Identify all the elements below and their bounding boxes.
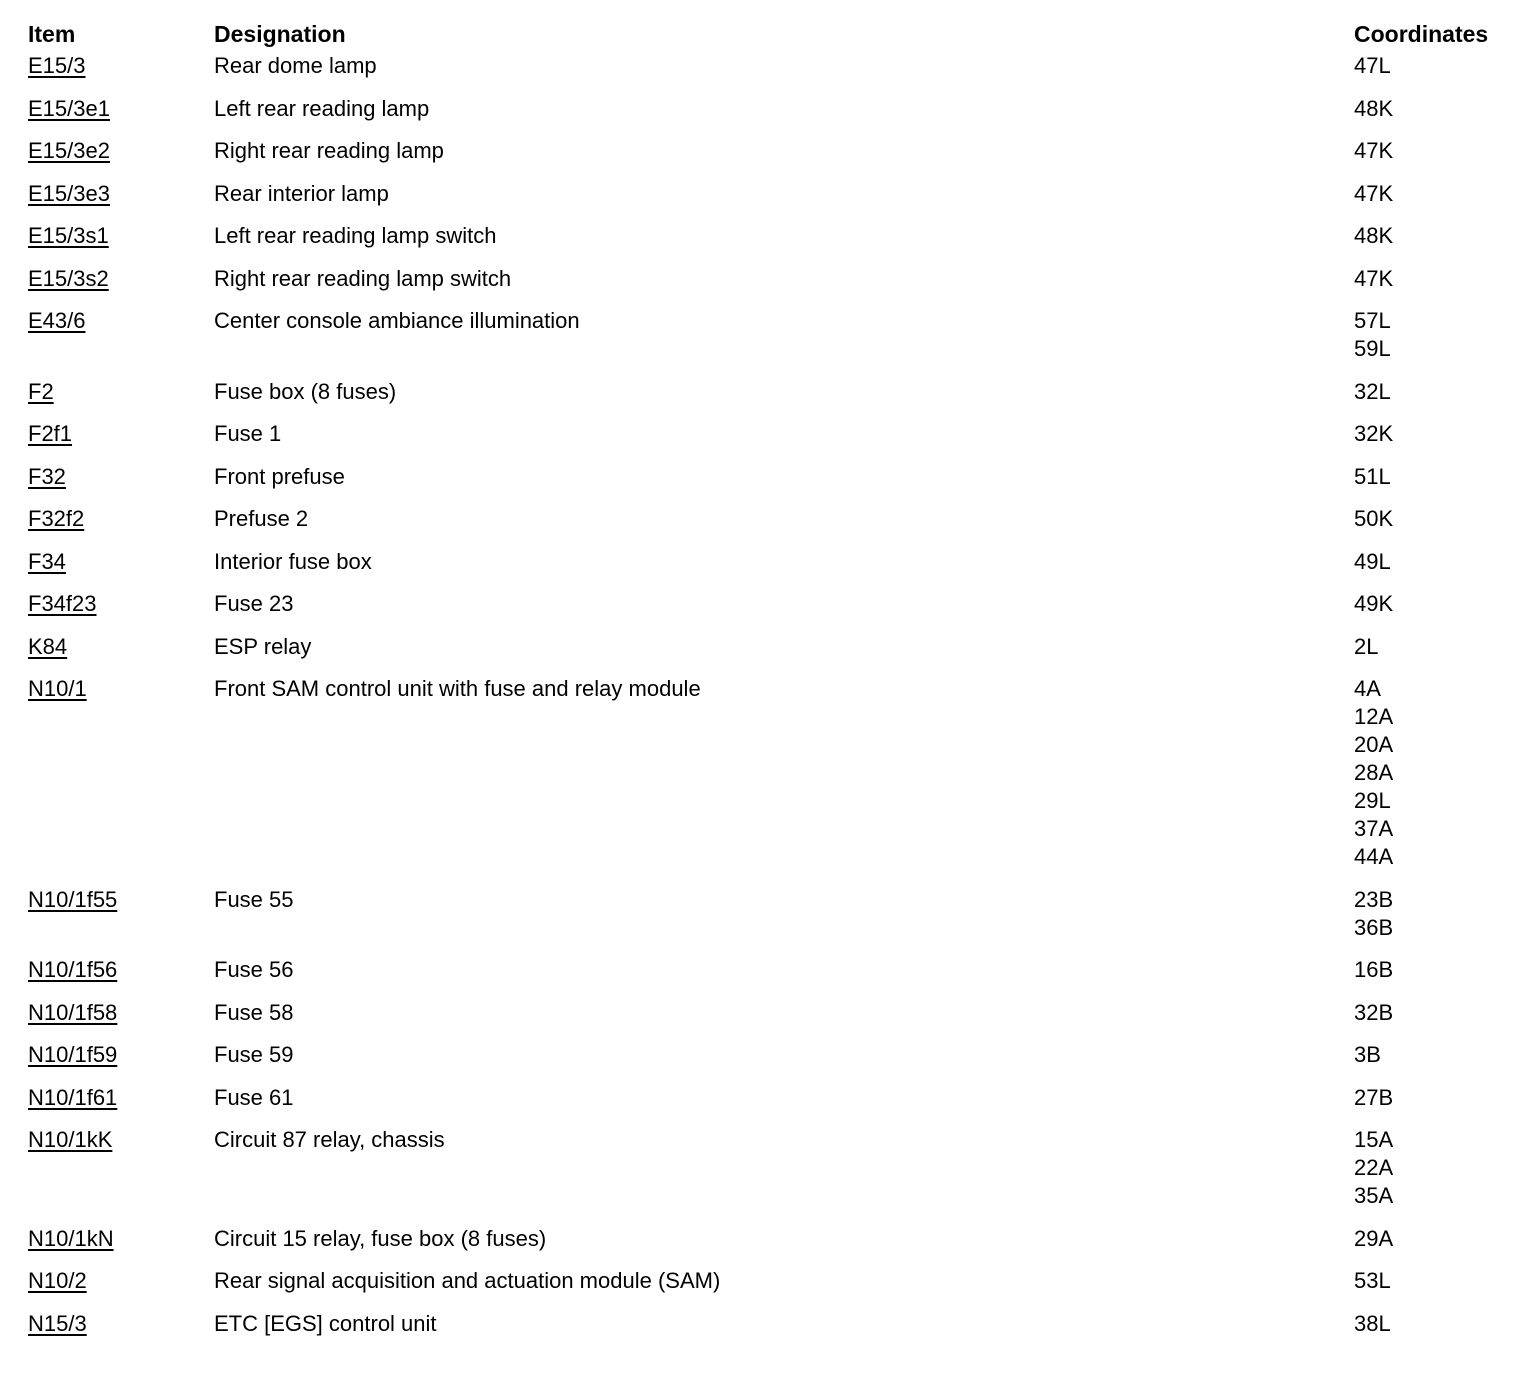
designation-text: Center console ambiance illumination bbox=[214, 308, 580, 333]
header-designation: Designation bbox=[214, 21, 346, 47]
coordinate-value: 59L bbox=[1354, 336, 1391, 361]
designation-text: Rear signal acquisition and actuation module (SAM) bbox=[214, 1268, 721, 1293]
designation-text: Circuit 15 relay, fuse box (8 fuses) bbox=[214, 1225, 547, 1251]
designation-text: Rear interior lamp bbox=[214, 180, 389, 206]
coordinate-value: 29A bbox=[1354, 1225, 1394, 1251]
item-link[interactable]: E15/3 bbox=[28, 53, 86, 78]
coordinates-cell bbox=[1354, 307, 1391, 363]
coordinate-value: 38L bbox=[1354, 1310, 1391, 1336]
designation-text: Fuse 56 bbox=[214, 957, 294, 982]
coordinate-value: 47L bbox=[1354, 53, 1391, 78]
designation-text: Prefuse 2 bbox=[214, 506, 309, 531]
designation-text: Interior fuse box bbox=[214, 548, 372, 574]
coordinate-value: 2L bbox=[1354, 633, 1379, 659]
coordinates-cell bbox=[1354, 505, 1393, 533]
coordinate-value: 47K bbox=[1354, 138, 1394, 163]
item-link[interactable]: N10/1f61 bbox=[28, 1084, 118, 1110]
designation-text: ETC [EGS] control unit bbox=[214, 1310, 437, 1336]
coordinate-value: 47K bbox=[1354, 265, 1394, 291]
coordinate-value: 36B bbox=[1354, 914, 1394, 940]
item-link[interactable]: N10/1kK bbox=[28, 1127, 113, 1152]
coordinates-cell bbox=[1354, 420, 1393, 448]
item-link[interactable]: E15/3e3 bbox=[28, 180, 110, 206]
item-link[interactable]: N10/1 bbox=[28, 676, 87, 701]
coordinates-cell bbox=[1354, 137, 1393, 165]
designation-text: Fuse 1 bbox=[214, 421, 282, 446]
coordinate-value: 32K bbox=[1354, 421, 1394, 446]
item-link[interactable]: N10/1kN bbox=[28, 1225, 114, 1251]
coordinates-cell bbox=[1354, 463, 1391, 491]
coordinates-cell bbox=[1354, 52, 1391, 80]
coordinate-value: 28A bbox=[1354, 760, 1394, 785]
designation-text: Circuit 87 relay, chassis bbox=[214, 1127, 445, 1152]
coordinates-cell bbox=[1354, 956, 1393, 984]
item-link[interactable]: F34 bbox=[28, 548, 66, 574]
coordinate-value: 29L bbox=[1354, 788, 1391, 813]
coordinate-value: 49K bbox=[1354, 591, 1394, 616]
coordinate-value: 48K bbox=[1354, 95, 1394, 121]
item-link[interactable]: F32f2 bbox=[28, 506, 85, 531]
designation-text: Fuse 55 bbox=[214, 886, 294, 912]
coordinates-cell bbox=[1354, 95, 1393, 123]
item-link[interactable]: N10/1f58 bbox=[28, 999, 118, 1025]
coordinate-value: 53L bbox=[1354, 1268, 1391, 1293]
coordinates-cell bbox=[1354, 999, 1393, 1027]
coordinates-cell bbox=[1354, 633, 1378, 661]
coordinates-cell bbox=[1354, 1041, 1381, 1069]
coordinate-value: 50K bbox=[1354, 506, 1394, 531]
header-item: Item bbox=[28, 21, 76, 47]
header-coordinates: Coordinates bbox=[1354, 21, 1489, 47]
item-link[interactable]: N10/1f59 bbox=[28, 1042, 118, 1067]
item-link[interactable]: F2 bbox=[28, 378, 54, 404]
designation-text: ESP relay bbox=[214, 633, 312, 659]
item-link[interactable]: E15/3s1 bbox=[28, 223, 109, 248]
coordinate-value: 20A bbox=[1354, 732, 1394, 757]
item-link[interactable]: E15/3e2 bbox=[28, 138, 110, 163]
coordinate-value: 3B bbox=[1354, 1042, 1381, 1067]
coordinate-value: 12A bbox=[1354, 704, 1394, 729]
item-link[interactable]: F34f23 bbox=[28, 591, 97, 616]
coordinates-cell bbox=[1354, 1267, 1391, 1295]
designation-text: Right rear reading lamp switch bbox=[214, 265, 512, 291]
coordinate-value: 47K bbox=[1354, 180, 1394, 206]
designation-text: Fuse 23 bbox=[214, 591, 294, 616]
designation-text: Front SAM control unit with fuse and relay module bbox=[214, 676, 701, 701]
coordinate-value: 4A bbox=[1354, 676, 1381, 701]
coordinate-value: 32B bbox=[1354, 999, 1394, 1025]
coordinate-value: 16B bbox=[1354, 957, 1394, 982]
coordinates-cell bbox=[1354, 886, 1393, 942]
item-link[interactable]: N10/1f55 bbox=[28, 886, 118, 912]
coordinate-value: 35A bbox=[1354, 1183, 1394, 1208]
item-link[interactable]: F32 bbox=[28, 463, 66, 489]
item-link[interactable]: N10/2 bbox=[28, 1268, 87, 1293]
designation-text: Left rear reading lamp bbox=[214, 95, 430, 121]
designation-text: Fuse box (8 fuses) bbox=[214, 378, 397, 404]
designation-text: Fuse 58 bbox=[214, 999, 294, 1025]
item-link[interactable]: E15/3s2 bbox=[28, 265, 109, 291]
coordinate-value: 44A bbox=[1354, 844, 1394, 869]
coordinates-cell bbox=[1354, 1126, 1393, 1210]
coordinates-cell bbox=[1354, 675, 1393, 871]
coordinate-value: 57L bbox=[1354, 308, 1391, 333]
item-link[interactable]: E43/6 bbox=[28, 308, 86, 333]
item-link[interactable]: N10/1f56 bbox=[28, 957, 118, 982]
coordinates-cell bbox=[1354, 1225, 1393, 1253]
coordinate-value: 48K bbox=[1354, 223, 1394, 248]
coordinates-cell bbox=[1354, 265, 1393, 293]
coordinates-cell bbox=[1354, 1310, 1391, 1338]
designation-text: Left rear reading lamp switch bbox=[214, 223, 497, 248]
coordinates-cell bbox=[1354, 1084, 1393, 1112]
item-link[interactable]: F2f1 bbox=[28, 421, 73, 446]
coordinate-value: 15A bbox=[1354, 1127, 1394, 1152]
designation-text: Rear dome lamp bbox=[214, 53, 377, 78]
coordinates-cell bbox=[1354, 180, 1393, 208]
coordinate-value: 23B bbox=[1354, 886, 1394, 912]
item-link[interactable]: N15/3 bbox=[28, 1310, 87, 1336]
coordinate-value: 51L bbox=[1354, 463, 1391, 489]
designation-text: Right rear reading lamp bbox=[214, 138, 444, 163]
designation-text: Fuse 61 bbox=[214, 1084, 294, 1110]
coordinate-value: 22A bbox=[1354, 1155, 1394, 1180]
designation-text: Front prefuse bbox=[214, 463, 345, 489]
coordinate-value: 37A bbox=[1354, 816, 1394, 841]
item-link[interactable]: K84 bbox=[28, 633, 68, 659]
coordinates-cell bbox=[1354, 590, 1393, 618]
coordinate-value: 32L bbox=[1354, 378, 1391, 404]
coordinates-cell bbox=[1354, 222, 1393, 250]
coordinate-value: 49L bbox=[1354, 548, 1391, 574]
coordinates-cell bbox=[1354, 548, 1391, 576]
coordinate-value: 27B bbox=[1354, 1084, 1394, 1110]
item-link[interactable]: E15/3e1 bbox=[28, 95, 110, 121]
designation-text: Fuse 59 bbox=[214, 1042, 294, 1067]
coordinates-cell bbox=[1354, 378, 1391, 406]
